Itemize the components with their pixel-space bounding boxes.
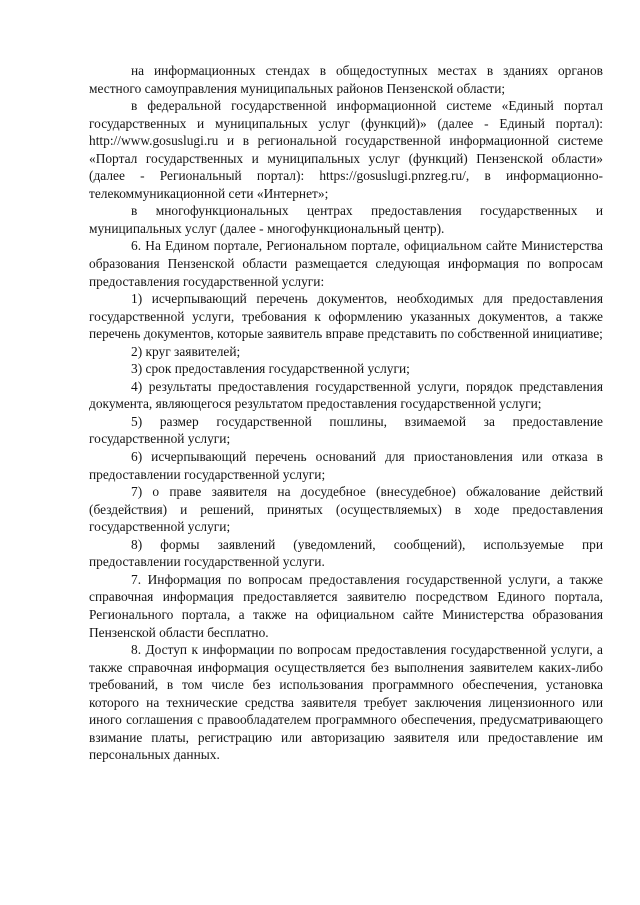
paragraph-item-8: 8. Доступ к информации по вопросам предоставления государственной услуги, а также справочная информация осуществляется без выполнения заявителем каких-либо требований, в том числе без использования программного обеспечения, установка которого на технические средства заявителя требует заключения лицензионного или иного соглашения с правообладателем программного обеспечения, предусматривающего взимание платы, регистрацию или авторизацию заявителя или предоставление им персональных данных. bbox=[89, 642, 603, 763]
paragraph-item-6: 6. На Едином портале, Региональном портале, официальном сайте Министерства образования Пензенской области размещается следующая информация по вопросам предоставления государственной услуги: bbox=[89, 238, 603, 289]
list-item-5: 5) размер государственной пошлины, взимаемой за предоставление государственной услуги; bbox=[89, 413, 603, 447]
list-item-2: 2) круг заявителей; bbox=[131, 343, 241, 359]
paragraph-mfc: в многофункциональных центрах предоставления государственных и муниципальных услуг (далее - многофункциональный центр). bbox=[89, 203, 603, 236]
paragraph-federal-portal: в федеральной государственной информационной системе «Единый портал государственных и муниципальных услуг (функций)» (далее - Единый портал): http://www.gosuslugi.ru и в региональной государственной информационной системе «Портал государственных и муниципальных услуг (функций) Пензенской области» (далее - Региональный портал): https://gosuslugi.pnzreg.ru/, в информационно-телекоммуникационной сети «Интернет»; bbox=[89, 98, 603, 201]
list-item-6: 6) исчерпывающий перечень оснований для приостановления или отказа в предоставлении государственной услуги; bbox=[89, 449, 603, 482]
document-page bbox=[89, 62, 603, 764]
list-item-7: 7) о праве заявителя на досудебное (внесудебное) обжалование действий (бездействия) и решений, принятых (осуществляемых) в ходе предоставления государственной услуги; bbox=[89, 484, 603, 535]
paragraph-item-7: 7. Информация по вопросам предоставления государственной услуги, а также справочная информация предоставляется заявителю посредством Единого портала, Регионального портала, а также на официальном сайте Министерства образования Пензенской области бесплатно. bbox=[89, 571, 603, 640]
list-item-8: 8) формы заявлений (уведомлений, сообщений), используемые при предоставлении государственной услуги. bbox=[89, 536, 603, 570]
paragraph-info-stands: на информационных стендах в общедоступных местах в зданиях органов местного самоуправления муниципальных районов Пензенской области; bbox=[89, 63, 603, 96]
list-item-1: 1) исчерпывающий перечень документов, необходимых для предоставления государственной услуги, требования к оформлению указанных документов, а также перечень документов, которые заявитель вправе представить по собственной инициативе; bbox=[89, 291, 603, 342]
list-item-3: 3) срок предоставления государственной услуги; bbox=[131, 361, 410, 377]
list-item-4: 4) результаты предоставления государственной услуги, порядок представления документа, являющегося результатом предоставления государственной услуги; bbox=[89, 378, 603, 412]
